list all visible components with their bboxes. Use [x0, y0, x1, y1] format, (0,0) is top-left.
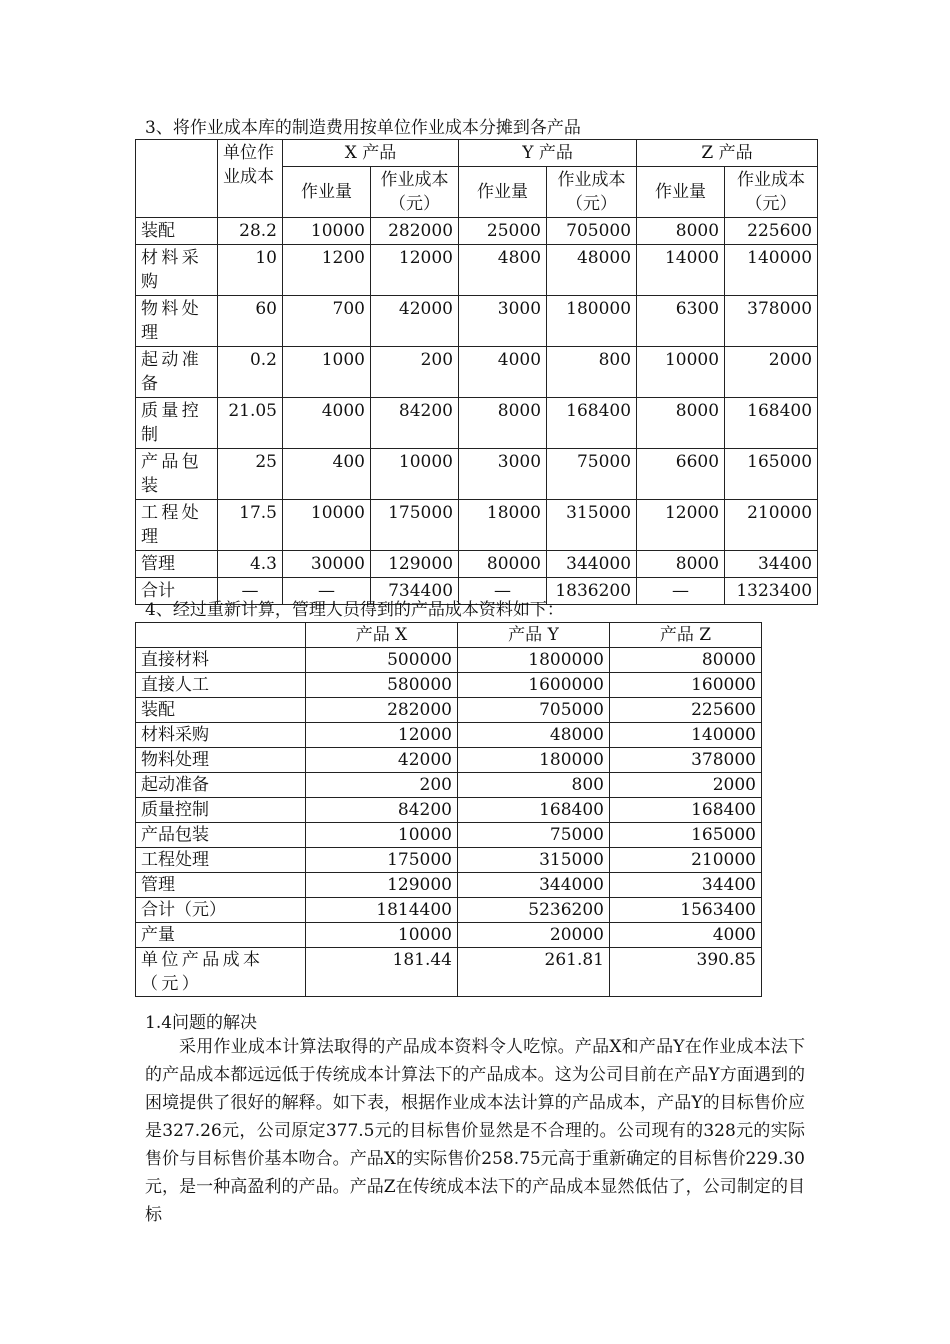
total-unit: — [218, 578, 283, 605]
z-product-header: Z 产品 [637, 140, 818, 167]
table-row [136, 449, 818, 500]
y-product-header: Y 产品 [459, 140, 637, 167]
table-row [136, 673, 762, 698]
product-value-cell: 168400 [458, 798, 610, 823]
product-value-cell: 261.81 [458, 948, 610, 997]
value-cell-xv: 1000 [283, 347, 371, 398]
product-value-cell: 10000 [306, 923, 458, 948]
z-cost-header: 作业成本（元） [725, 167, 818, 218]
product-value-cell: 1814400 [306, 898, 458, 923]
value-cell-yv: 3000 [459, 449, 547, 500]
value-cell-xv: 400 [283, 449, 371, 500]
value-cell-zv: 6600 [637, 449, 725, 500]
product-value-cell: 378000 [610, 748, 762, 773]
item-name-cell: 物料处理 [136, 748, 306, 773]
item-name-cell: 合计（元） [136, 898, 306, 923]
value-cell-xc: 200 [371, 347, 459, 398]
value-cell-zc: 225600 [725, 218, 818, 245]
activity-name-cell: 质量控制 [136, 398, 218, 449]
value-cell-unit: 60 [218, 296, 283, 347]
y-volume-header: 作业量 [459, 167, 547, 218]
table-row [136, 823, 762, 848]
product-value-cell: 200 [306, 773, 458, 798]
activity-name-cell: 工程处理 [136, 500, 218, 551]
value-cell-zv: 8000 [637, 218, 725, 245]
analysis-paragraph: 采用作业成本计算法取得的产品成本资料令人吃惊。产品X和产品Y在作业成本法下的产品成本都远远低于传统成本计算法下的产品成本。这为公司目前在产品Y方面遇到的困境提供了很好的解释。如下表，根据作业成本法计算的产品成本，产品Y的目标售价应是327.26元，公司原定377.5元的目标售价显然是不合理的。公司现有的328元的实际售价与目标售价基本吻合。产品X的实际售价258.75元高于重新确定的目标售价229.30元，是一种高盈利的产品。产品Z在传统成本法下的产品成本显然低估了，公司制定的目标 [145, 1037, 805, 1225]
value-cell-yc: 48000 [547, 245, 637, 296]
item-name-cell: 材料采购 [136, 723, 306, 748]
value-cell-zv: 8000 [637, 551, 725, 578]
product-value-cell: 390.85 [610, 948, 762, 997]
corner-cell [136, 140, 218, 218]
value-cell-unit: 25 [218, 449, 283, 500]
value-cell-xc: 175000 [371, 500, 459, 551]
table-row [136, 218, 818, 245]
product-value-cell: 1563400 [610, 898, 762, 923]
value-cell-xv: 10000 [283, 218, 371, 245]
value-cell-yv: 3000 [459, 296, 547, 347]
value-cell-xv: 4000 [283, 398, 371, 449]
item-name-cell: 直接人工 [136, 673, 306, 698]
product-z-header: 产品 Z [610, 623, 762, 648]
product-value-cell: 48000 [458, 723, 610, 748]
section3-caption: 3、将作业成本库的制造费用按单位作业成本分摊到各产品 [145, 118, 581, 138]
table-row [136, 848, 762, 873]
product-value-cell: 12000 [306, 723, 458, 748]
total-x-cost: 734400 [371, 578, 459, 605]
value-cell-zc: 378000 [725, 296, 818, 347]
product-value-cell: 225600 [610, 698, 762, 723]
total-z-cost: 1323400 [725, 578, 818, 605]
value-cell-yc: 180000 [547, 296, 637, 347]
value-cell-zc: 210000 [725, 500, 818, 551]
product-value-cell: 210000 [610, 848, 762, 873]
table-row [136, 296, 818, 347]
value-cell-xc: 10000 [371, 449, 459, 500]
value-cell-yc: 344000 [547, 551, 637, 578]
product-value-cell: 80000 [610, 648, 762, 673]
item-name-cell: 直接材料 [136, 648, 306, 673]
product-value-cell: 2000 [610, 773, 762, 798]
value-cell-xv: 1200 [283, 245, 371, 296]
value-cell-yc: 800 [547, 347, 637, 398]
table-row [136, 398, 818, 449]
product-value-cell: 42000 [306, 748, 458, 773]
item-name-cell: 单位产品成本（元） [136, 948, 306, 997]
activity-name-cell: 物料处理 [136, 296, 218, 347]
product-value-cell: 1800000 [458, 648, 610, 673]
value-cell-zc: 168400 [725, 398, 818, 449]
table-row [136, 551, 818, 578]
table-row [136, 748, 762, 773]
value-cell-yc: 705000 [547, 218, 637, 245]
product-value-cell: 1600000 [458, 673, 610, 698]
value-cell-zc: 2000 [725, 347, 818, 398]
product-value-cell: 168400 [610, 798, 762, 823]
activity-name-cell: 材料采购 [136, 245, 218, 296]
table-row [136, 698, 762, 723]
total-y-cost: 1836200 [547, 578, 637, 605]
value-cell-xv: 30000 [283, 551, 371, 578]
table-row [136, 347, 818, 398]
section-1-4-heading: 1.4问题的解决 [145, 1013, 258, 1033]
value-cell-unit: 28.2 [218, 218, 283, 245]
item-name-cell: 装配 [136, 698, 306, 723]
x-product-header: X 产品 [283, 140, 459, 167]
x-cost-header: 作业成本（元） [371, 167, 459, 218]
value-cell-xv: 10000 [283, 500, 371, 551]
value-cell-zv: 8000 [637, 398, 725, 449]
product-value-cell: 344000 [458, 873, 610, 898]
product-value-cell: 20000 [458, 923, 610, 948]
item-name-cell: 工程处理 [136, 848, 306, 873]
value-cell-xc: 129000 [371, 551, 459, 578]
product-value-cell: 10000 [306, 823, 458, 848]
table-row [136, 648, 762, 673]
product-value-cell: 165000 [610, 823, 762, 848]
product-value-cell: 180000 [458, 748, 610, 773]
product-value-cell: 705000 [458, 698, 610, 723]
total-z-volume: — [637, 578, 725, 605]
value-cell-xc: 282000 [371, 218, 459, 245]
value-cell-yv: 4000 [459, 347, 547, 398]
value-cell-yv: 80000 [459, 551, 547, 578]
item-name-cell: 起动准备 [136, 773, 306, 798]
value-cell-zv: 12000 [637, 500, 725, 551]
x-volume-header: 作业量 [283, 167, 371, 218]
product-value-cell: 129000 [306, 873, 458, 898]
value-cell-xc: 42000 [371, 296, 459, 347]
value-cell-zc: 140000 [725, 245, 818, 296]
value-cell-yv: 18000 [459, 500, 547, 551]
product-value-cell: 5236200 [458, 898, 610, 923]
value-cell-zv: 6300 [637, 296, 725, 347]
item-name-cell: 产品包装 [136, 823, 306, 848]
total-x-volume: — [283, 578, 371, 605]
table-header-row [136, 140, 818, 167]
unit-cost-header: 单位作业成本 [218, 140, 283, 218]
value-cell-xc: 12000 [371, 245, 459, 296]
value-cell-unit: 21.05 [218, 398, 283, 449]
table-header-row [136, 623, 762, 648]
product-value-cell: 500000 [306, 648, 458, 673]
value-cell-yv: 8000 [459, 398, 547, 449]
table-row [136, 723, 762, 748]
product-value-cell: 580000 [306, 673, 458, 698]
value-cell-unit: 17.5 [218, 500, 283, 551]
product-value-cell: 4000 [610, 923, 762, 948]
value-cell-yc: 168400 [547, 398, 637, 449]
value-cell-yc: 75000 [547, 449, 637, 500]
activity-name-cell: 管理 [136, 551, 218, 578]
product-value-cell: 34400 [610, 873, 762, 898]
value-cell-zv: 14000 [637, 245, 725, 296]
activity-name-cell: 装配 [136, 218, 218, 245]
activity-name-cell: 产品包装 [136, 449, 218, 500]
value-cell-zc: 165000 [725, 449, 818, 500]
product-x-header: 产品 X [306, 623, 458, 648]
corner-cell [136, 623, 306, 648]
value-cell-unit: 4.3 [218, 551, 283, 578]
total-y-volume: — [459, 578, 547, 605]
value-cell-unit: 10 [218, 245, 283, 296]
product-value-cell: 181.44 [306, 948, 458, 997]
value-cell-yv: 4800 [459, 245, 547, 296]
item-name-cell: 产量 [136, 923, 306, 948]
table-row [136, 798, 762, 823]
value-cell-yc: 315000 [547, 500, 637, 551]
product-value-cell: 282000 [306, 698, 458, 723]
item-name-cell: 质量控制 [136, 798, 306, 823]
product-value-cell: 800 [458, 773, 610, 798]
table-row [136, 500, 818, 551]
table-row [136, 923, 762, 948]
table-row [136, 773, 762, 798]
activity-name-cell: 起动准备 [136, 347, 218, 398]
y-cost-header: 作业成本（元） [547, 167, 637, 218]
table-row [136, 245, 818, 296]
product-value-cell: 175000 [306, 848, 458, 873]
product-y-header: 产品 Y [458, 623, 610, 648]
product-cost-table [135, 622, 762, 997]
item-name-cell: 管理 [136, 873, 306, 898]
total-label: 合计 [136, 578, 218, 605]
section4-caption: 4、经过重新计算，管理人员得到的产品成本资料如下： [145, 600, 564, 620]
value-cell-yv: 25000 [459, 218, 547, 245]
product-value-cell: 160000 [610, 673, 762, 698]
table-row [136, 873, 762, 898]
activity-cost-allocation-table [135, 139, 818, 605]
product-value-cell: 140000 [610, 723, 762, 748]
product-value-cell: 75000 [458, 823, 610, 848]
table-row [136, 898, 762, 923]
value-cell-xc: 84200 [371, 398, 459, 449]
value-cell-xv: 700 [283, 296, 371, 347]
value-cell-zv: 10000 [637, 347, 725, 398]
z-volume-header: 作业量 [637, 167, 725, 218]
value-cell-zc: 34400 [725, 551, 818, 578]
table-row [136, 948, 762, 997]
product-value-cell: 315000 [458, 848, 610, 873]
product-value-cell: 84200 [306, 798, 458, 823]
value-cell-unit: 0.2 [218, 347, 283, 398]
